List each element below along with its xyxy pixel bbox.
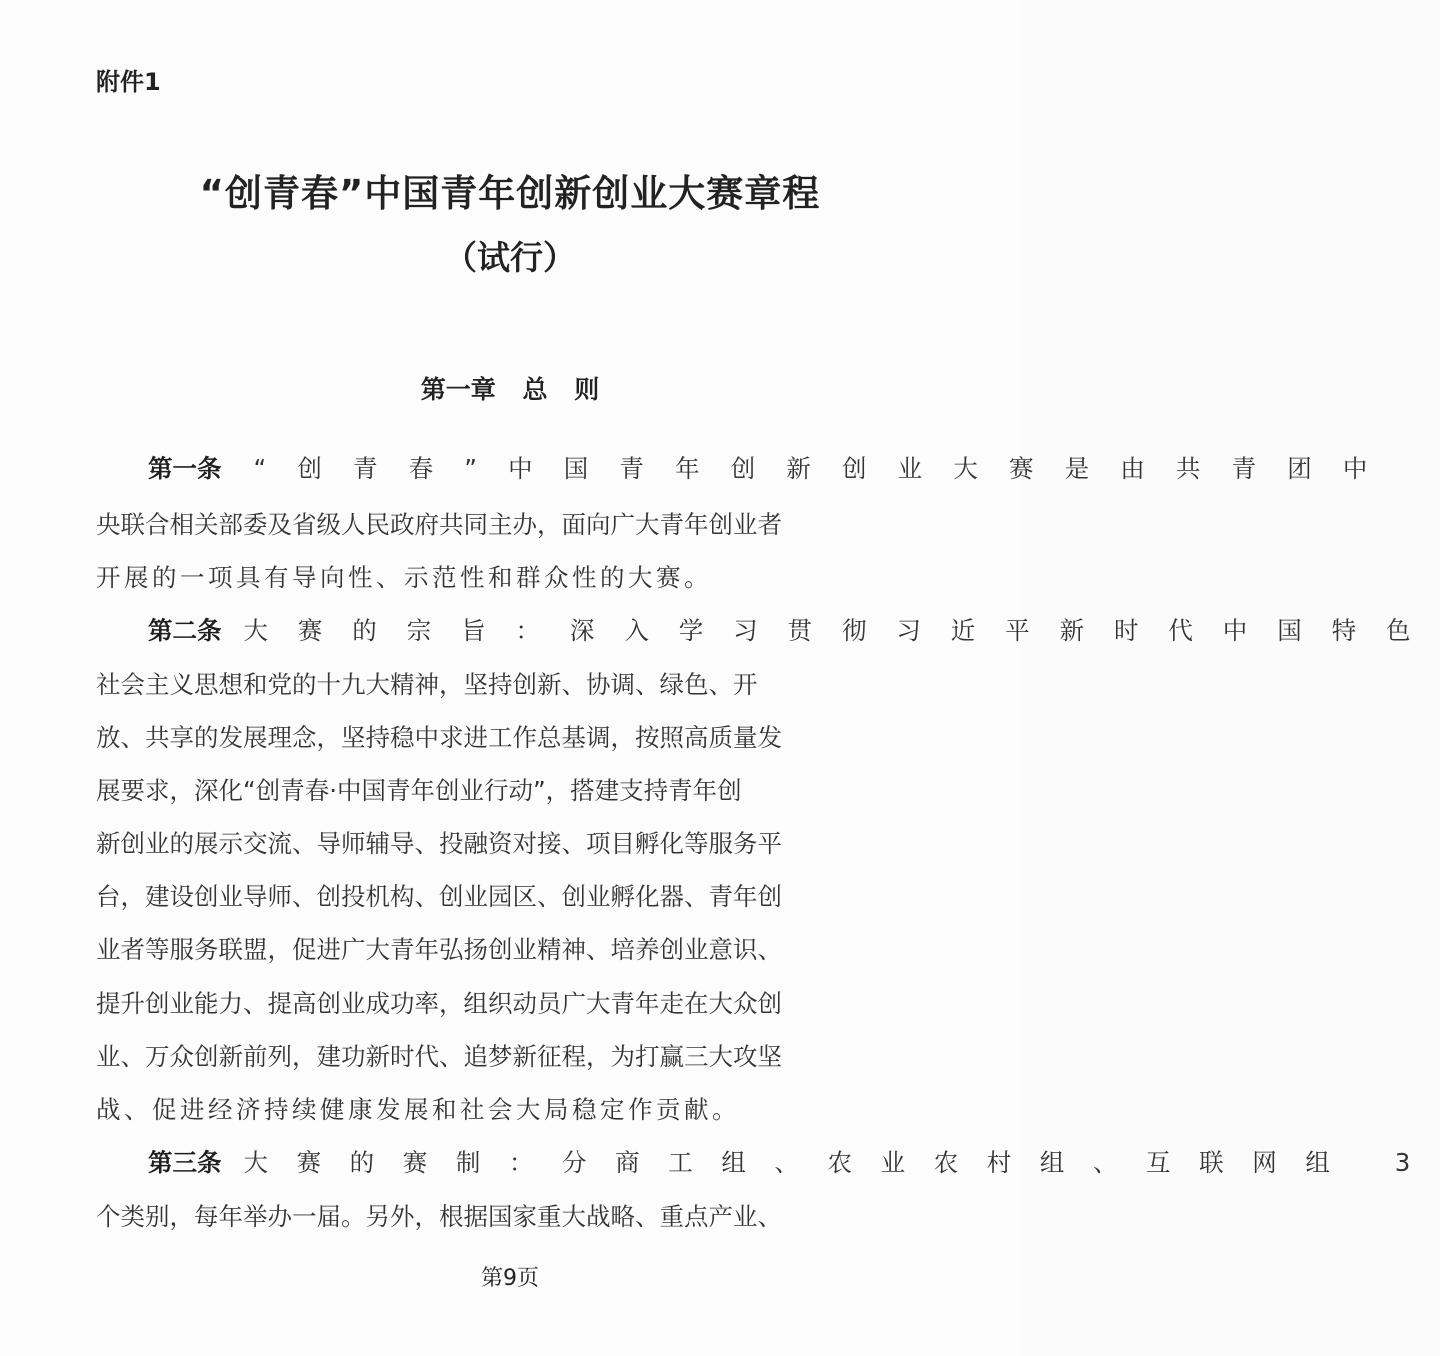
- article-2-line-5: 新创业的展示交流、导师辅导、投融资对接、项目孵化等服务平: [96, 829, 782, 858]
- article-2-text: 大赛的宗旨：深入学习贯彻习近平新时代中国特色: [243, 616, 1440, 645]
- article-2-line-3: 放、共享的发展理念，坚持稳中求进工作总基调，按照高质量发: [96, 723, 782, 752]
- attachment-label: 附件1: [96, 68, 161, 96]
- article-2-line-10: 战、促进经济持续健康发展和社会大局稳定作贡献。: [96, 1095, 740, 1124]
- article-1-line-3: 开展的一项具有导向性、示范性和群众性的大赛。: [96, 563, 712, 592]
- document-subtitle: （试行）: [444, 238, 576, 277]
- article-2-line-1: [148, 614, 1440, 648]
- page-number: 第9页: [481, 1266, 539, 1291]
- article-3-label: 第三条: [148, 1148, 222, 1177]
- article-2-label: 第二条: [148, 616, 222, 645]
- article-2-line-7: 业者等服务联盟，促进广大青年弘扬创业精神、培养创业意识、: [96, 935, 782, 964]
- article-2-line-2: 社会主义思想和党的十九大精神，坚持创新、协调、绿色、开: [96, 670, 758, 699]
- article-1-line-1: [148, 452, 1399, 486]
- document-title: “创青春”中国青年创新创业大赛章程: [199, 172, 821, 215]
- chapter-heading: 第一章 总 则: [420, 375, 600, 404]
- article-3-line-2: 个类别，每年举办一届。另外，根据国家重大战略、重点产业、: [96, 1202, 782, 1231]
- article-2-line-8: 提升创业能力、提高创业成功率，组织动员广大青年走在大众创: [96, 989, 782, 1018]
- article-2-line-6: 台，建设创业导师、创投机构、创业园区、创业孵化器、青年创: [96, 882, 782, 911]
- article-3-text: 大赛的赛制：分商工组、农业农村组、互联网组 3: [243, 1148, 1439, 1177]
- article-2-line-4: 展要求，深化“创青春·中国青年创业行动”，搭建支持青年创: [96, 776, 742, 805]
- article-1-text: “创青春”中国青年创新创业大赛是由共青团中: [253, 454, 1399, 483]
- article-1-label: 第一条: [148, 454, 222, 483]
- article-3-line-1: [148, 1146, 1439, 1180]
- article-2-line-9: 业、万众创新前列，建功新时代、追梦新征程，为打赢三大攻坚: [96, 1042, 782, 1071]
- article-1-line-2: 央联合相关部委及省级人民政府共同主办，面向广大青年创业者: [96, 510, 782, 539]
